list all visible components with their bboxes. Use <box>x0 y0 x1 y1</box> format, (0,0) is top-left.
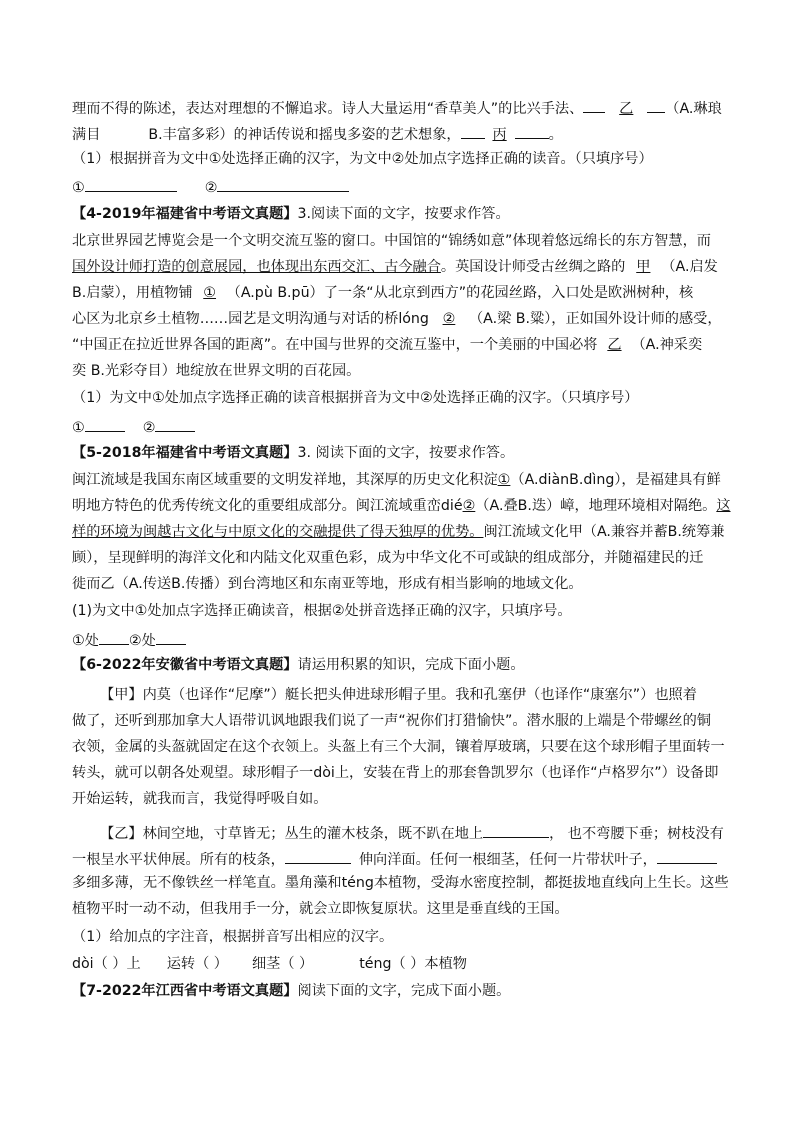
text-line: 奕 B.光彩夺目）地绽放在世界文明的百花园。 <box>72 363 361 379</box>
answer-line: dòi（ ）上 运转（ ） 细茎（ ） téng（ ）本植物 <box>72 956 467 972</box>
text-line: 植物平时一动不动，但我用手一分，就会立即恢复原状。这里是垂直线的王国。 <box>72 901 569 917</box>
text-line: 衣领，金属的头盔就固定在这个衣领上。头盔上有三个大洞，镶着厚玻璃，只要在这个球形帽子里面转一 <box>72 739 725 755</box>
question-line: （1）给加点的字注音，根据拼音写出相应的汉字。 <box>72 929 394 945</box>
section-heading: 【6-2022年安徽省中考语文真题】请运用积累的知识，完成下面小题。 <box>72 657 525 673</box>
text-line: 明地方特色的优秀传统文化的重要组成部分。闽江流域重峦dié②（A.叠B.迭）嶂，地理环境相对隔绝。这 <box>72 498 731 514</box>
text-line: 开始运转，就我而言，我觉得呼吸自如。 <box>72 791 328 807</box>
fill-blank[interactable] <box>657 848 717 864</box>
text-line: 顾），呈现鲜明的海洋文化和内陆文化双重色彩，成为中华文化不可或缺的组成部分，并随福建民的迁 <box>72 550 704 566</box>
question-line: （1）根据拼音为文中①处选择正确的汉字，为文中②处加点字选择正确的读音。（只填序号） <box>72 151 653 167</box>
blank-answer: 乙 <box>619 101 634 117</box>
text-line: 【乙】林间空地，寸草皆无；丛生的灌木枝条，既不趴在地上 ， 也不弯腰下垂；树枝没有 <box>100 822 724 843</box>
text-line: “中国正在拉近世界各国的距离”。在中国与世界的交流互鉴中，一个美丽的中国必将 乙 （A.神采奕 <box>72 337 703 353</box>
text-line: 【甲】内莫（也译作“尼摩”）艇长把头伸进球形帽子里。我和孔塞伊（也译作“康塞尔”）也照着 <box>100 687 697 703</box>
answer-blank[interactable] <box>85 416 125 432</box>
text-line: 理而不得的陈述，表达对理想的不懈追求。诗人大量运用“香草美人”的比兴手法、 乙 （A.琳琅 <box>72 97 722 118</box>
text-line: 转头，就可以朝各处观望。球形帽子一dòi上，安装在背上的那套鲁凯罗尔（也译作“卢格罗尔”）设备即 <box>72 765 719 781</box>
fill-blank[interactable] <box>285 848 351 864</box>
text-line: 徙而乙（A.传送B.传播）到台湾地区和东南亚等地，形成有相当影响的地域文化。 <box>72 576 583 592</box>
answer-blank[interactable] <box>156 629 186 645</box>
text-line: B.启蒙），用植物铺 ① （A.pù B.pū）了一条“从北京到西方”的花园丝路，入口处是欧洲树种，核 <box>72 285 694 301</box>
fill-blank[interactable] <box>483 822 549 838</box>
section-heading: 【5-2018年福建省中考语文真题】3. 阅读下面的文字，按要求作答。 <box>72 445 515 461</box>
answer-blank[interactable] <box>217 176 349 192</box>
text-line: 做了，还听到那加拿大人语带讥讽地跟我们说了一声“祝你们打猎愉快”。潜水服的上端是个带螺丝的铜 <box>72 713 711 729</box>
text-line: 一根呈水平状伸展。所有的枝条， 伸向洋面。任何一根细茎，任何一片带状叶子， <box>72 848 717 869</box>
text-line: 国外设计师打造的创意展园，也体现出东西交汇、古今融合。英国设计师受古丝绸之路的 甲 （A.启发 <box>72 259 718 275</box>
answer-line: ①处 ②处 <box>72 629 186 650</box>
section-heading: 【4-2019年福建省中考语文真题】3.阅读下面的文字，按要求作答。 <box>72 206 510 222</box>
answer-line: ① ② <box>72 176 349 197</box>
section-heading: 【7-2022年江西省中考语文真题】阅读下面的文字，完成下面小题。 <box>72 983 511 999</box>
text-line: 闽江流域是我国东南区域重要的文明发祥地，其深厚的历史文化积淀①（A.diànB.dìng），是福建具有鲜 <box>72 472 721 488</box>
text-line: 样的环境为闽越古文化与中原文化的交融提供了得天独厚的优势。闽江流域文化甲（A.兼容并蓄B.统筹兼 <box>72 524 725 540</box>
answer-blank[interactable] <box>85 176 177 192</box>
text-line: 多细多薄，无不像铁丝一样笔直。墨角藻和téng本植物，受海水密度控制，都挺拔地直线向上生长。这些 <box>72 875 729 891</box>
answer-blank[interactable] <box>155 416 195 432</box>
answer-line: ① ② <box>72 416 195 437</box>
text-line: 满目 B.丰富多彩）的神话传说和摇曳多姿的艺术想象， 丙 。 <box>72 123 563 144</box>
question-line: （1）为文中①处加点字选择正确的读音根据拼音为文中②处选择正确的汉字。（只填序号） <box>72 390 639 406</box>
question-line: (1)为文中①处加点字选择正确读音，根据②处拼音选择正确的汉字，只填序号。 <box>72 603 572 619</box>
text-line: 北京世界园艺博览会是一个文明交流互鉴的窗口。中国馆的“锦绣如意”体现着悠远绵长的东方智慧，而 <box>72 233 711 249</box>
text-line: 心区为北京乡土植物……园艺是文明沟通与对话的桥lóng ② （A.梁 B.粱），正如国外设计师的感受， <box>72 311 722 327</box>
answer-blank[interactable] <box>99 629 129 645</box>
